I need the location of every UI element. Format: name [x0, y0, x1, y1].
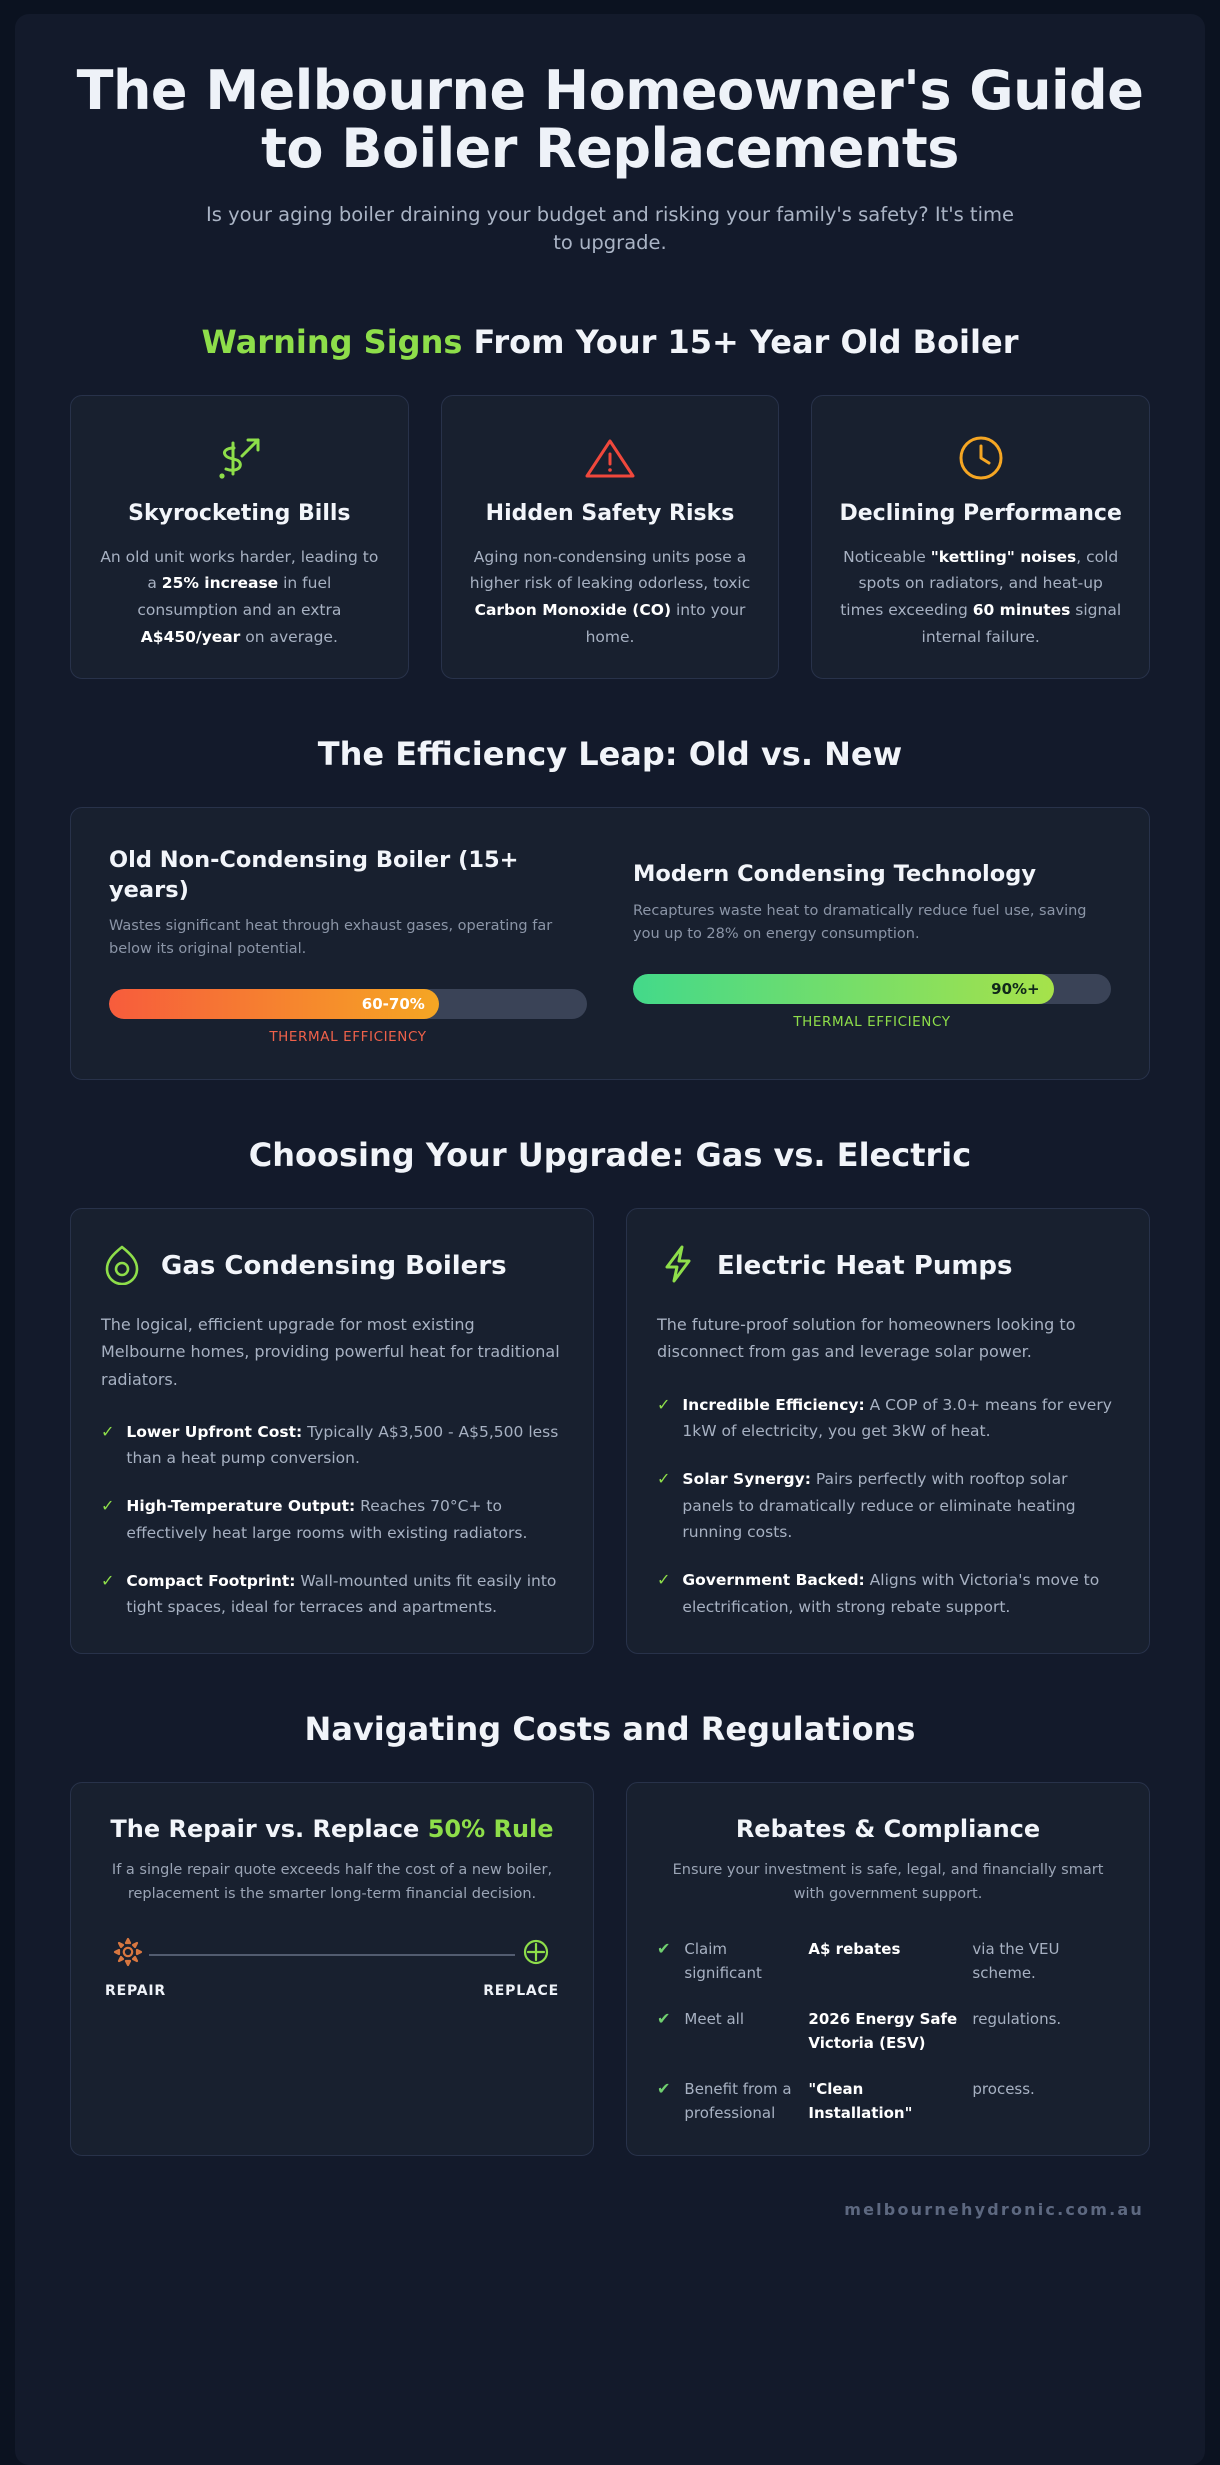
efficiency-panel	[70, 807, 1150, 1080]
feature-item	[101, 1419, 563, 1472]
warning-card-performance	[811, 395, 1150, 679]
warning-card-title: Declining Performance	[839, 501, 1122, 527]
rebate-cell-1: Claim significant	[684, 1939, 762, 1982]
warning-triangle-icon	[468, 430, 753, 486]
upgrade-card-gas-title: Gas Condensing Boilers	[161, 1250, 507, 1281]
feature-item	[101, 1493, 563, 1546]
efficiency-heading: The Efficiency Leap: Old vs. New	[317, 735, 903, 774]
clock-icon	[838, 430, 1123, 486]
rebate-cell-2: A$ rebates	[808, 1939, 901, 1958]
scale-label-replace: REPLACE	[483, 1982, 559, 1999]
upgrade-card-list	[70, 1208, 1150, 1654]
efficiency-new-bar-value: 90%+	[991, 979, 1040, 998]
scale-label-repair: REPAIR	[105, 1982, 166, 1999]
warning-signs-heading-rest: From Your 15+ Year Old Boiler	[462, 323, 1019, 362]
hero-section	[70, 14, 1150, 267]
repair-replace-scale	[101, 1937, 563, 1971]
feature-text: High-Temperature Output: Reaches 70°C+ to effectively heat large rooms with existing radiators.	[126, 1497, 528, 1542]
feature-text: Compact Footprint: Wall-mounted units fit easily into tight spaces, ideal for terraces and apartments.	[126, 1572, 557, 1617]
footer-brand: melbournehydronic.com.au	[844, 2199, 1144, 2219]
costs-section	[70, 1710, 1150, 2219]
warning-card-bills	[70, 395, 409, 679]
rebates-lead: Ensure your investment is safe, legal, and financially smart with government support.	[672, 1861, 1104, 1902]
check-circle-icon: ✔	[657, 2078, 671, 2098]
warning-card-list	[70, 395, 1150, 679]
plus-circle-icon	[515, 1937, 557, 1971]
rebate-cell-2: 2026 Energy Safe Victoria (ESV)	[808, 2009, 958, 2052]
efficiency-new-bar-fill	[633, 974, 1054, 1004]
upgrade-heading: Choosing Your Upgrade: Gas vs. Electric	[248, 1136, 972, 1175]
rebate-row	[657, 2077, 1119, 2125]
feature-text: Government Backed: Aligns with Victoria's move to electrification, with strong rebate support.	[682, 1571, 1100, 1616]
warning-card-title: Hidden Safety Risks	[485, 501, 735, 527]
efficiency-old-bar	[109, 989, 587, 1019]
feature-text: Solar Synergy: Pairs perfectly with rooftop solar panels to dramatically reduce or eliminate heating running costs.	[682, 1470, 1076, 1541]
costs-heading: Navigating Costs and Regulations	[304, 1709, 916, 1748]
hero-subtitle: Is your aging boiler draining your budget and risking your family's safety? It's time to upgrade.	[206, 202, 1014, 254]
efficiency-old-column	[109, 846, 587, 1045]
efficiency-old-desc: Wastes significant heat through exhaust gases, operating far below its original potential.	[109, 917, 553, 957]
page-title: The Melbourne Homeowner's Guide to Boiler Replacements	[76, 59, 1144, 181]
repair-replace-lead: If a single repair quote exceeds half the cost of a new boiler, replacement is the smarter long-term financial decision.	[111, 1861, 553, 1902]
check-icon: ✓	[101, 1496, 115, 1516]
upgrade-card-electric-title: Electric Heat Pumps	[717, 1250, 1013, 1281]
rebate-cell-3: regulations.	[972, 2009, 1062, 2028]
rebate-row	[657, 2007, 1119, 2055]
upgrade-card-gas-header	[101, 1243, 563, 1289]
repair-replace-title: The Repair vs. Replace 50% Rule	[110, 1814, 554, 1843]
check-circle-icon: ✔	[657, 2008, 671, 2028]
upgrade-card-gas	[70, 1208, 594, 1654]
feature-item	[101, 1568, 563, 1621]
efficiency-new-title: Modern Condensing Technology	[633, 861, 1036, 888]
rebate-row	[657, 1937, 1119, 1985]
upgrade-section	[70, 1136, 1150, 1654]
rebates-card	[626, 1782, 1150, 2156]
efficiency-new-bar	[633, 974, 1111, 1004]
rebate-row-cells	[684, 2077, 1119, 2125]
upgrade-card-electric-header	[657, 1243, 1119, 1289]
warning-card-body: Noticeable "kettling" noises, cold spots on radiators, and heat-up times exceeding 60 minutes signal internal failure.	[840, 547, 1122, 646]
efficiency-old-bar-fill	[109, 989, 439, 1019]
rebates-title: Rebates & Compliance	[735, 1814, 1041, 1843]
check-icon: ✓	[657, 1394, 671, 1414]
feature-item	[657, 1392, 1119, 1445]
rebate-cell-1: Benefit from a professional	[684, 2079, 792, 2122]
upgrade-card-electric-intro: The future-proof solution for homeowners looking to disconnect from gas and leverage solar power.	[657, 1315, 1076, 1362]
infographic-page	[15, 14, 1205, 2465]
efficiency-section	[70, 735, 1150, 1080]
feature-text: Incredible Efficiency: A COP of 3.0+ means for every 1kW of electricity, you get 3kW of heat.	[682, 1395, 1112, 1440]
check-icon: ✓	[657, 1469, 671, 1489]
upgrade-card-gas-intro: The logical, efficient upgrade for most existing Melbourne homes, providing powerful heat for traditional radiators.	[101, 1315, 560, 1389]
gear-icon	[107, 1937, 149, 1971]
rebate-cell-3: via the VEU scheme.	[972, 1939, 1060, 1982]
warning-card-body: An old unit works harder, leading to a 25% increase in fuel consumption and an extra A$450/year on average.	[100, 547, 379, 646]
gas-flame-leaf-icon	[101, 1243, 143, 1289]
rebate-cell-2: "Clean Installation"	[808, 2079, 913, 2122]
warning-signs-heading-accent: Warning Signs	[201, 323, 463, 362]
warning-card-safety	[441, 395, 780, 679]
rebate-row-cells	[684, 2007, 1119, 2055]
efficiency-old-bar-value: 60-70%	[361, 995, 425, 1014]
scale-labels	[101, 1983, 563, 1999]
efficiency-old-bar-caption: THERMAL EFFICIENCY	[269, 1029, 427, 1046]
efficiency-old-title: Old Non-Condensing Boiler (15+ years)	[109, 847, 519, 903]
efficiency-new-column	[633, 846, 1111, 1045]
efficiency-new-desc: Recaptures waste heat to dramatically reduce fuel use, saving you up to 28% on energy consumption.	[633, 902, 1087, 942]
efficiency-new-bar-caption: THERMAL EFFICIENCY	[793, 1013, 951, 1030]
rebate-cell-3: process.	[972, 2079, 1035, 2098]
rebate-row-cells	[684, 1937, 1119, 1985]
upgrade-card-electric	[626, 1208, 1150, 1654]
check-icon: ✓	[101, 1421, 115, 1441]
feature-item	[657, 1567, 1119, 1620]
check-icon: ✓	[101, 1571, 115, 1591]
feature-item	[657, 1466, 1119, 1545]
feature-text: Lower Upfront Cost: Typically A$3,500 - A$5,500 less than a heat pump conversion.	[126, 1422, 559, 1468]
check-icon: ✓	[657, 1570, 671, 1590]
warning-card-title: Skyrocketing Bills	[128, 501, 351, 527]
repair-replace-card	[70, 1782, 594, 2156]
warning-signs-heading	[70, 323, 1150, 361]
costs-card-list	[70, 1782, 1150, 2156]
check-circle-icon: ✔	[657, 1938, 671, 1958]
money-bill-trend-icon	[97, 430, 382, 486]
rebate-cell-1: Meet all	[684, 2009, 744, 2028]
scale-line	[131, 1954, 533, 1956]
warning-signs-section	[70, 323, 1150, 679]
lightning-bolt-icon	[657, 1243, 699, 1289]
warning-card-body: Aging non-condensing units pose a higher risk of leaking odorless, toxic Carbon Monoxide (CO) into your home.	[469, 547, 751, 646]
